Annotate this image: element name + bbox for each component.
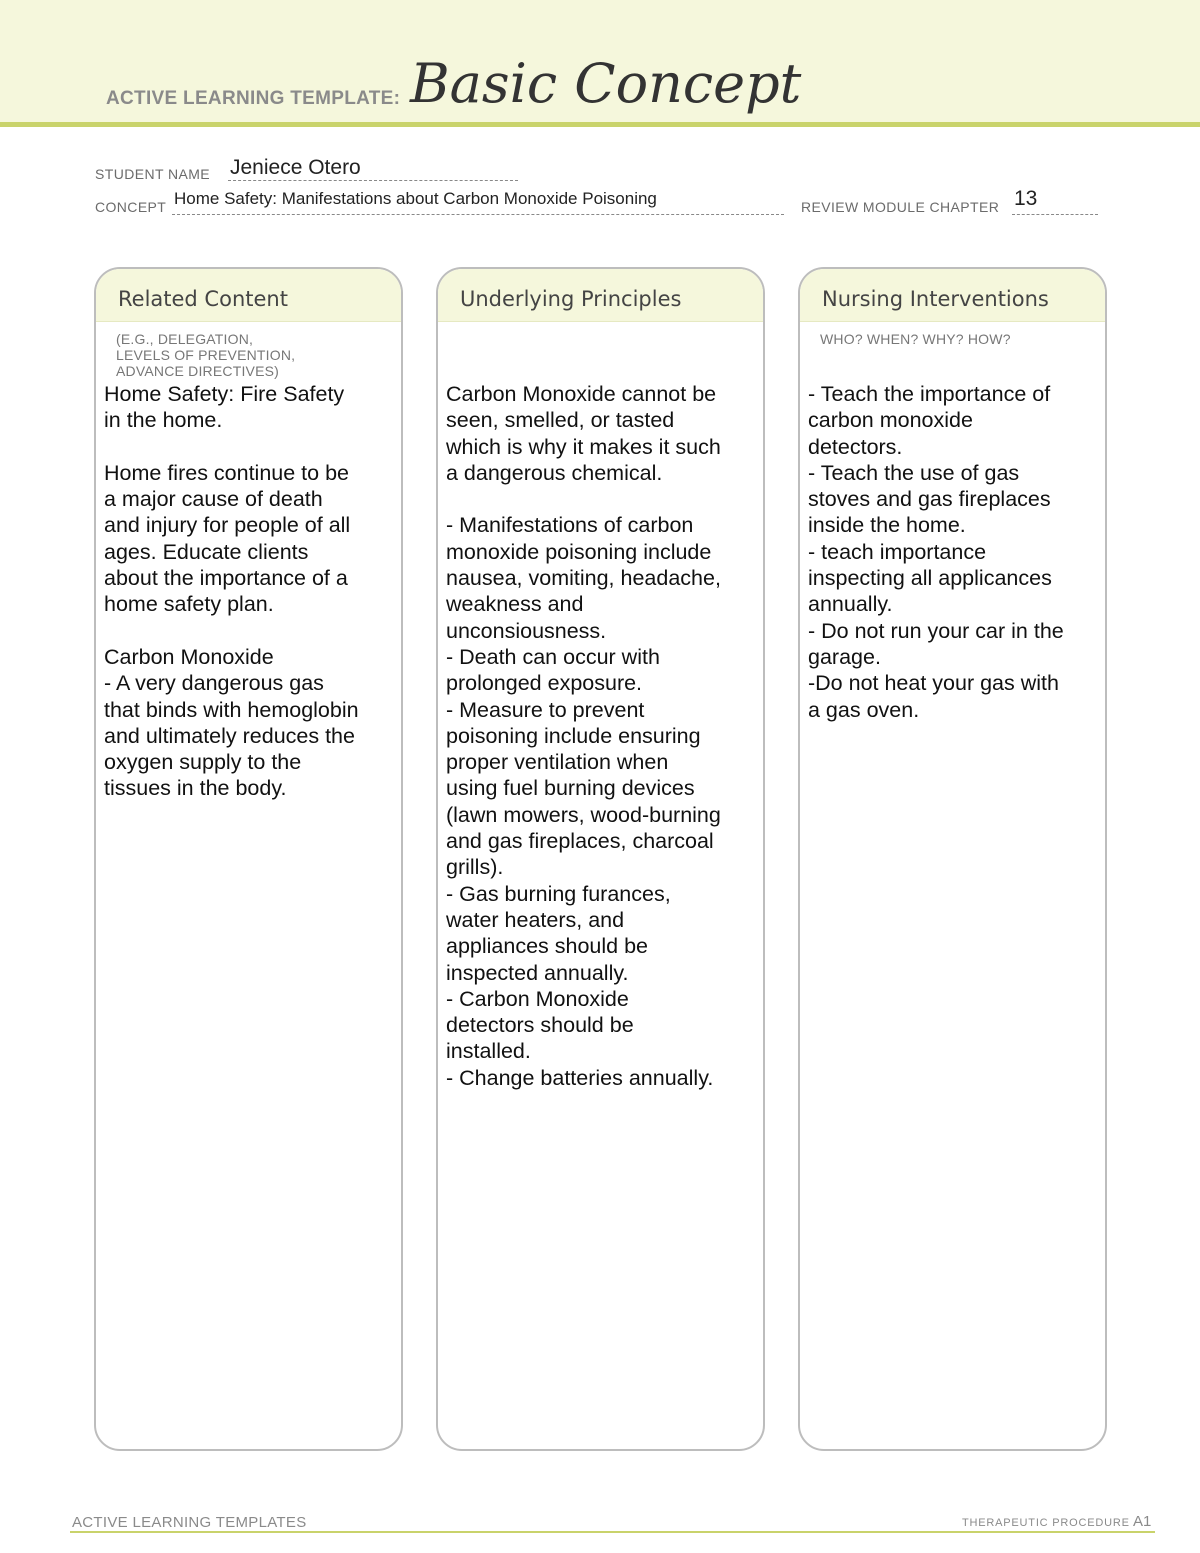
concept-underline <box>172 214 784 215</box>
underlying-principles-subtitle <box>438 322 763 381</box>
nursing-interventions-title: Nursing Interventions <box>822 287 1049 311</box>
related-content-title: Related Content <box>118 287 288 311</box>
nursing-interventions-subtitle: WHO? WHEN? WHY? HOW? <box>820 331 1011 347</box>
related-content-body[interactable]: Home Safety: Fire Safety in the home. Home fires continue to be a major cause of death and injury for people of all ages. Educate clients about the importance of a home safety plan. Carbon Monoxide - A very dangerous gas that binds with hemoglobin and ultimately reduces the oxygen supply to the tissues in the body. <box>104 382 359 801</box>
review-chapter-field[interactable]: 13 <box>1014 187 1038 210</box>
footer-left-label: ACTIVE LEARNING TEMPLATES <box>72 1514 307 1531</box>
student-name-field[interactable]: Jeniece Otero <box>230 156 361 179</box>
nursing-interventions-header <box>800 269 1105 322</box>
related-content-panel <box>94 267 403 1451</box>
underlying-principles-header <box>438 269 763 322</box>
nursing-interventions-panel <box>798 267 1107 1451</box>
template-label: ACTIVE LEARNING TEMPLATE: <box>106 88 401 109</box>
concept-label: CONCEPT <box>95 199 167 215</box>
header-rule <box>0 122 1200 127</box>
template-title: Basic Concept <box>410 52 802 115</box>
review-chapter-underline <box>1012 214 1098 215</box>
review-chapter-label: REVIEW MODULE CHAPTER <box>801 199 1000 215</box>
footer-page-number: A1 <box>1133 1513 1152 1530</box>
underlying-principles-title: Underlying Principles <box>460 287 682 311</box>
underlying-principles-body[interactable]: Carbon Monoxide cannot be seen, smelled, or tasted which is why it makes it such a dangerous chemical. - Manifestations of carbon monoxide poisoning include nausea, vomiting, headache, weakness and unconsiousness. - Death can occur with prolonged exposure. - Measure to prevent poisoning include ensuring proper ventilation when using fuel burning devices (lawn mowers, wood-burning and gas fireplaces, charcoal grills). - Gas burning furances, water heaters, and appliances should be inspected annually. - Carbon Monoxide detectors should be installed. - Change batteries annually. <box>446 382 721 1090</box>
underlying-principles-panel <box>436 267 765 1451</box>
footer-right-label: THERAPEUTIC PROCEDURE <box>962 1517 1130 1529</box>
student-name-underline <box>228 180 518 181</box>
footer-rule <box>70 1531 1155 1533</box>
student-name-label: STUDENT NAME <box>95 166 210 182</box>
related-content-header <box>96 269 401 322</box>
related-content-subtitle: (E.G., DELEGATION, LEVELS OF PREVENTION, ADVANCE DIRECTIVES) <box>116 331 296 379</box>
nursing-interventions-body[interactable]: - Teach the importance of carbon monoxide detectors. - Teach the use of gas stoves and gas fireplaces inside the home. - teach importance inspecting all applicances annually. - Do not run your car in the garage. -Do not heat your gas with a gas oven. <box>808 382 1064 722</box>
concept-field[interactable]: Home Safety: Manifestations about Carbon Monoxide Poisoning <box>174 189 657 208</box>
